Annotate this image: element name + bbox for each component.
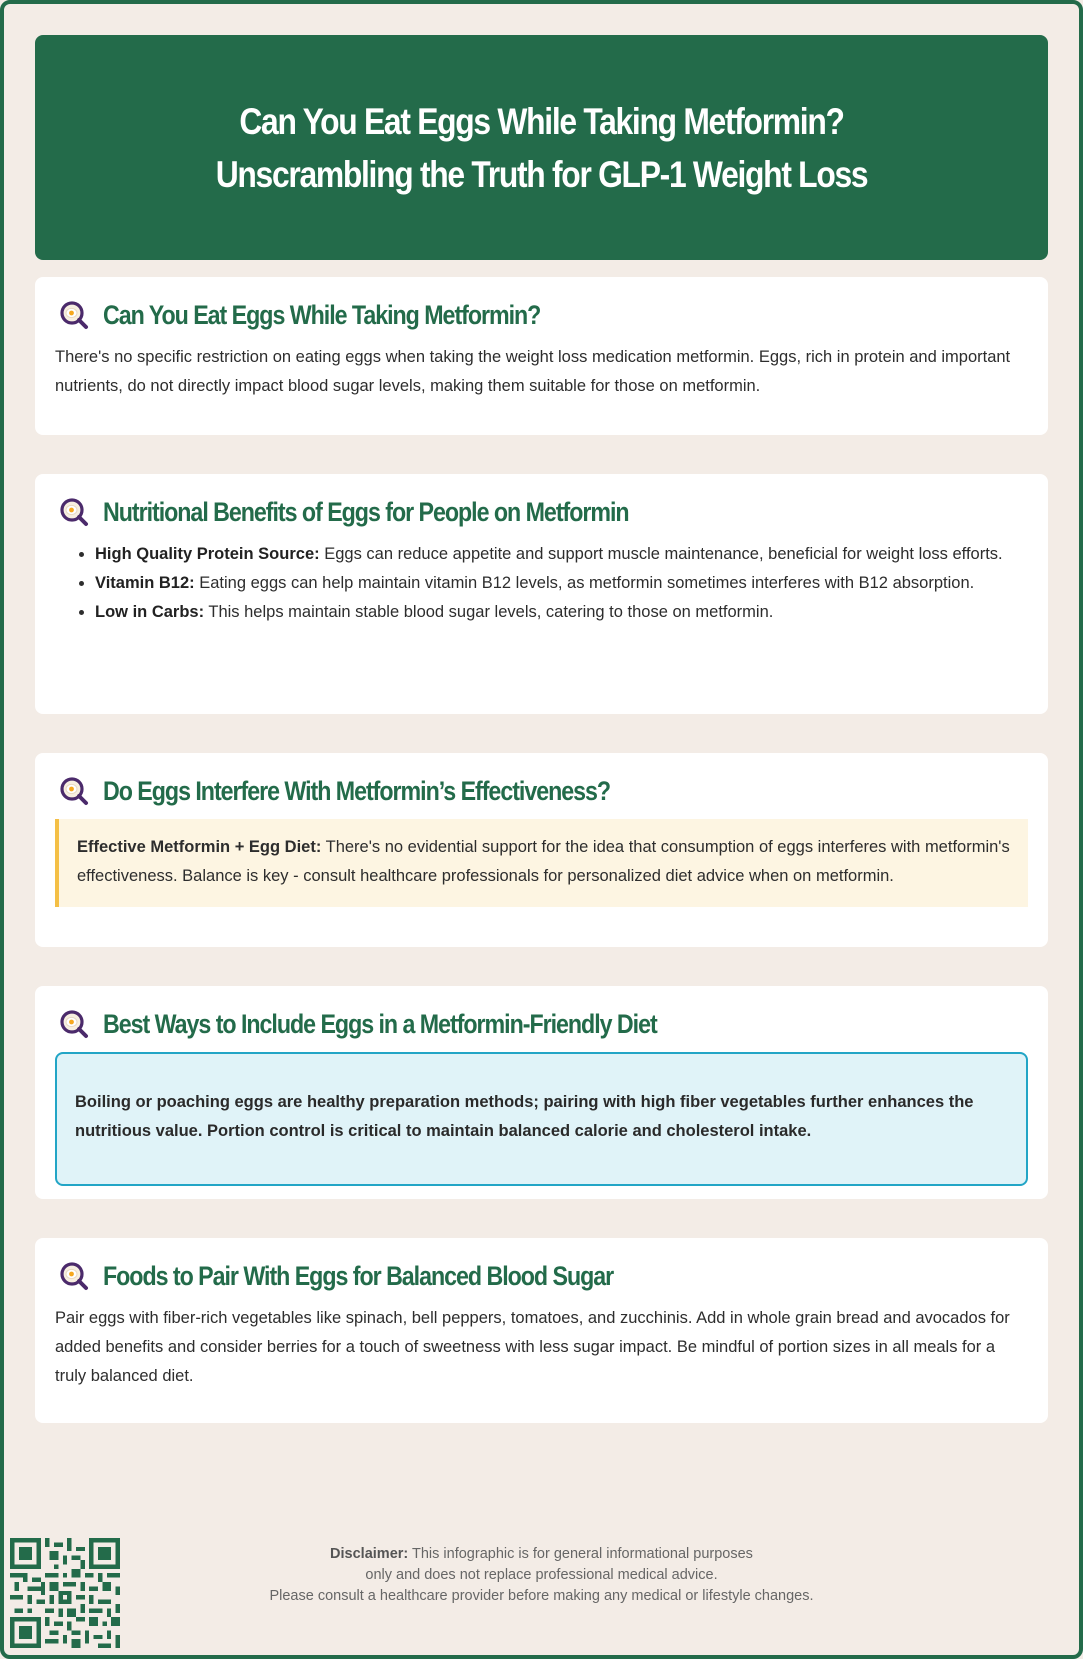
section-title: Best Ways to Include Eggs in a Metformin-Friendly Diet	[103, 1008, 657, 1039]
highlight-callout	[55, 819, 1028, 907]
section-card-1	[35, 277, 1048, 435]
bullet-text: This helps maintain stable blood sugar levels, catering to those on metformin.	[204, 603, 774, 621]
tip-callout	[55, 1052, 1028, 1186]
bullet-text: Eggs can reduce appetite and support muscle maintenance, beneficial for weight loss efforts.	[319, 545, 1003, 563]
disclaimer-line-1	[200, 1544, 883, 1565]
section-heading	[55, 297, 1028, 333]
section-title: Do Eggs Interfere With Metformin’s Effectiveness?	[103, 775, 611, 806]
disclaimer-line-3: Please consult a healthcare provider before making any medical or lifestyle changes.	[269, 1588, 814, 1604]
section-card-5	[35, 1238, 1048, 1423]
section-title: Nutritional Benefits of Eggs for People on Metformin	[103, 496, 629, 527]
bullet-label: High Quality Protein Source:	[95, 545, 320, 563]
disclaimer-line-2: only and does not replace professional medical advice.	[365, 1567, 718, 1583]
section-title: Can You Eat Eggs While Taking Metformin?	[103, 299, 541, 330]
bullet-label: Vitamin B12:	[95, 574, 195, 592]
bullet-text: Eating eggs can help maintain vitamin B12 levels, as metformin sometimes interferes with B12 absorption.	[194, 574, 975, 592]
page-header	[35, 35, 1048, 260]
section-heading	[55, 1006, 1028, 1042]
page-title: Can You Eat Eggs While Taking Metformin? Unscrambling the Truth for GLP-1 Weight Loss	[215, 100, 868, 195]
section-card-4	[35, 986, 1048, 1199]
bullet-label: Low in Carbs:	[95, 603, 205, 621]
section-heading	[55, 1258, 1028, 1294]
benefits-list	[55, 540, 1028, 627]
disclaimer	[200, 1544, 883, 1607]
footer	[0, 1530, 1083, 1650]
qr-code-icon[interactable]	[10, 1538, 120, 1648]
disclaimer-text-1: This infographic is for general informational purposes	[408, 1546, 753, 1562]
list-item	[95, 598, 1028, 627]
egg-magnifier-icon	[59, 497, 89, 527]
disclaimer-label: Disclaimer:	[330, 1546, 409, 1562]
egg-magnifier-icon	[59, 1009, 89, 1039]
section-text: There's no specific restriction on eating eggs when taking the weight loss medication metformin. Eggs, rich in protein and important nutrients, do not directly impact blood sugar levels, making them suitable for those on metformin.	[55, 348, 1011, 395]
egg-magnifier-icon	[59, 776, 89, 806]
section-heading	[55, 494, 1028, 530]
callout-text: Boiling or poaching eggs are healthy preparation methods; pairing with high fiber vegetables further enhances the nutritious value. Portion control is critical to maintain balanced calorie and cholesterol intake.	[75, 1093, 974, 1140]
callout-text	[77, 833, 1010, 891]
list-item	[95, 540, 1028, 569]
egg-magnifier-icon	[59, 300, 89, 330]
callout-body: There's no evidential support for the idea that consumption of eggs interferes with metformin's effectiveness. Balance is key - consult healthcare professionals for personalized diet advice when on metformin.	[77, 838, 1010, 885]
section-text: Pair eggs with fiber-rich vegetables like spinach, bell peppers, tomatoes, and zucchinis. Add in whole grain bread and avocados for added benefits and consider berries for a touch of sweetness with less sugar impact. Be mindful of portion sizes in all meals for a truly balanced diet.	[55, 1309, 1010, 1385]
egg-magnifier-icon	[59, 1261, 89, 1291]
list-item	[95, 569, 1028, 598]
callout-label: Effective Metformin + Egg Diet:	[77, 838, 322, 856]
section-card-3	[35, 753, 1048, 947]
section-title: Foods to Pair With Eggs for Balanced Blood Sugar	[103, 1260, 614, 1291]
section-card-2	[35, 474, 1048, 714]
section-heading	[55, 773, 1028, 809]
